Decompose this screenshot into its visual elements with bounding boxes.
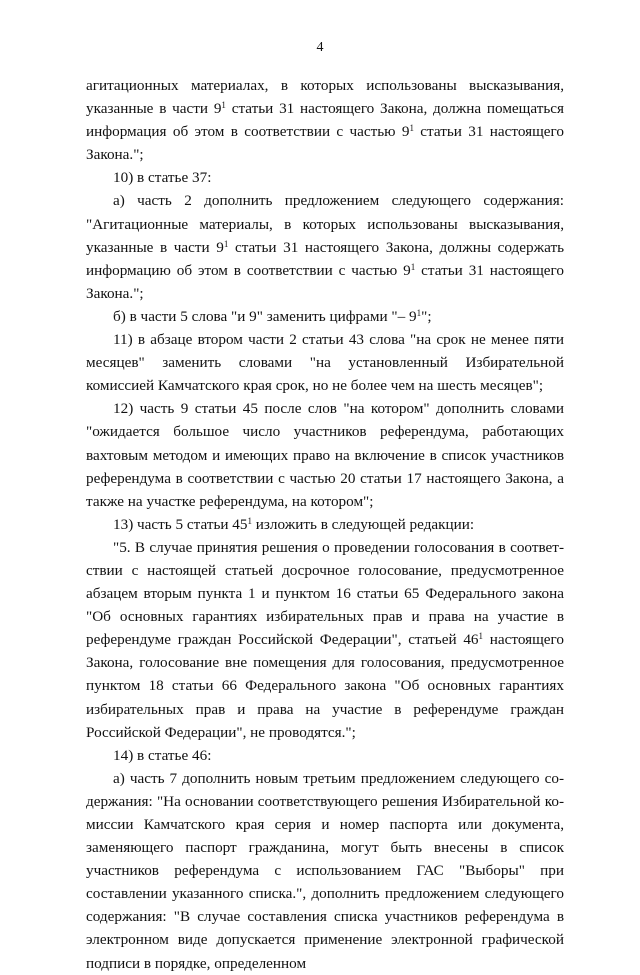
paragraph-item-12: 12) часть 9 статьи 45 после слов "на котором" дополнить словами "ожидается большое число участников референдума, работающих вахтовым методом и имеющих право на включение в список участников референдума в соответствии с частью 20 статьи 17 настоящего Закона, а также на участке референдума, на котором"; [86,400,564,510]
superscript-one: 1 [409,123,414,134]
document-body [86,74,564,975]
paragraph-item-10: 10) в статье 37: [113,169,212,187]
superscript-one: 1 [416,307,422,318]
superscript-one: 1 [478,631,484,642]
paragraph-item-10b: б) в части 5 слова "и 9" заменить цифрами "– $9^1$"; [113,307,432,325]
paragraph-item-13: 13) часть 5 статьи $45^1$ изложить в следующей редакции: [113,515,475,533]
superscript-one: 1 [223,238,229,249]
paragraph-item-11: 11) в абзаце втором части 2 статьи 43 слова "на срок не менее пяти месяцев" заменить словами "на установленный Избирательной комиссией Камчатского края срок, но не более чем на шесть месяцев"; [86,331,564,395]
superscript-one: 1 [410,261,416,272]
page-number: 4 [316,40,324,55]
paragraph-item-13-text: "5. В случае принятия решения о проведении голосования в соответствии с настоящей статьей досрочное голосование, предусмотренное абзацем вторым пункта 1 и пунктом 16 статьи 65 Федерального закона "Об основных гарантиях избирательных прав и права на участие в референдуме граждан Российской Федерации", статьей $46^1$ настоящего Закона, голосование вне помещения для голосования, предусмотренное пунктом 18 статьи 66 Федерального закона "Об основных гарантиях избирательных прав и права на участие в референдуме граждан Российской Федерации", не проводятся."; [86,538,564,741]
superscript-one: 1 [221,100,226,111]
superscript-one: 1 [247,515,252,526]
paragraph-item-14: 14) в статье 46: [113,746,212,764]
paragraph-item-14a: а) часть 7 дополнить новым третьим предложением следующего содержания: "На основании соответствующего решения Избирательной комиссии Камчатского края серия и номер паспорта или документа, заменяющего паспорт гражданина, могут быть внесены в список участников референдума с использованием ГАС "Выборы" при составлении указанного списка.", дополнить предложением следующего содержания: "В случае составления списка участников референдума в электронном виде допускается применение электронной графической подписи в порядке, определенном [86,769,564,972]
paragraph-continuation: агитационных материалах, в которых использованы высказывания, указанные в части $9^1$ статьи 31 настоящего Закона, должна помещаться информация об этом в соответствии с частью $9^1$ статьи 31 настоящего Закона."; [86,77,564,164]
paragraph-item-10a: а) часть 2 дополнить предложением следующего содержания: "Агитационные материалы, в которых использованы высказывания, указанные в части $9^1$ статьи 31 настоящего Закона, должны содержать информацию об этом в соответствии с частью $9^1$ статьи 31 настоящего Закона."; [86,192,565,302]
